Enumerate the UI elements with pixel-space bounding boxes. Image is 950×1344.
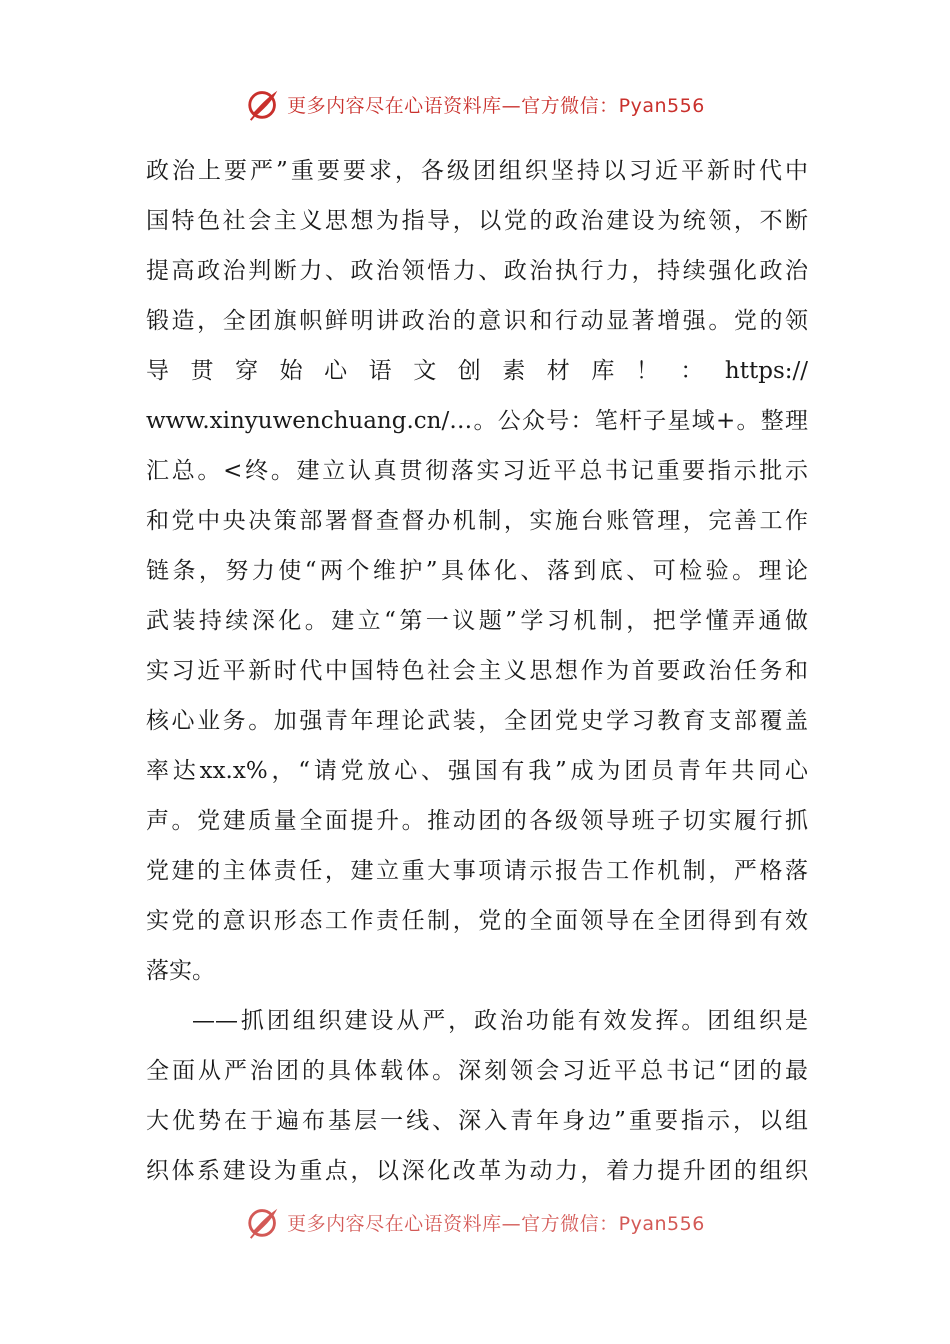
text-line: 落实。 [146,958,215,984]
text-line: 声。党建质量全面提升。推动团的各级领导班子切实履行抓 [146,808,808,834]
text-line: 国特色社会主义思想为指导，以党的政治建设为统领，不断 [146,208,808,234]
text-line: 汇总。<终。建立认真贯彻落实习近平总书记重要指示批示 [146,458,808,484]
quill-logo-icon [245,85,283,123]
footer-banner-text: 更多内容尽在心语资料库—官方微信：Pyan556 [287,1212,705,1235]
text-line: 党建的主体责任，建立重大事项请示报告工作机制，严格落 [146,858,808,884]
header-banner-text: 更多内容尽在心语资料库—官方微信：Pyan556 [287,94,705,117]
text-line: 锻造，全团旗帜鲜明讲政治的意识和行动显著增强。党的领 [146,308,808,334]
text-line: www.xinyuwenchuang.cn/…。公众号：笔杆子星域+。整理 [146,408,808,434]
text-line: 核心业务。加强青年理论武装，全团党史学习教育支部覆盖 [146,708,808,734]
text-line: 链条，努力使“两个维护”具体化、落到底、可检验。理论 [146,558,808,584]
quill-logo-icon [245,1203,283,1240]
text-line: 政治上要严”重要要求，各级团组织坚持以习近平新时代中 [146,158,808,184]
text-line: 织体系建设为重点，以深化改革为动力，着力提升团的组织 [146,1158,808,1184]
text-line: 大优势在于遍布基层一线、深入青年身边”重要指示，以组 [146,1108,808,1134]
footer-banner [0,1200,950,1240]
text-line: ——抓团组织建设从严，政治功能有效发挥。团组织是 [192,1008,808,1034]
text-line: 和党中央决策部署督查督办机制，实施台账管理，完善工作 [146,508,808,534]
text-line: 武装持续深化。建立“第一议题”学习机制，把学懂弄通做 [146,608,808,634]
text-line: 率达xx.x%，“请党放心、强国有我”成为团员青年共同心 [146,758,808,784]
text-line: 导 贯 穿 始 心 语 文 创 素 材 库 ！ ： https:// [146,358,808,384]
paragraph [146,996,808,1196]
text-line: 实党的意识形态工作责任制，党的全面领导在全团得到有效 [146,908,808,934]
text-line: 实习近平新时代中国特色社会主义思想作为首要政治任务和 [146,658,808,684]
text-line: 提高政治判断力、政治领悟力、政治执行力，持续强化政治 [146,258,808,284]
header-banner [0,82,950,126]
paragraph [146,146,808,996]
text-line: 全面从严治团的具体载体。深刻领会习近平总书记“团的最 [146,1058,808,1084]
document-body [146,146,808,1196]
